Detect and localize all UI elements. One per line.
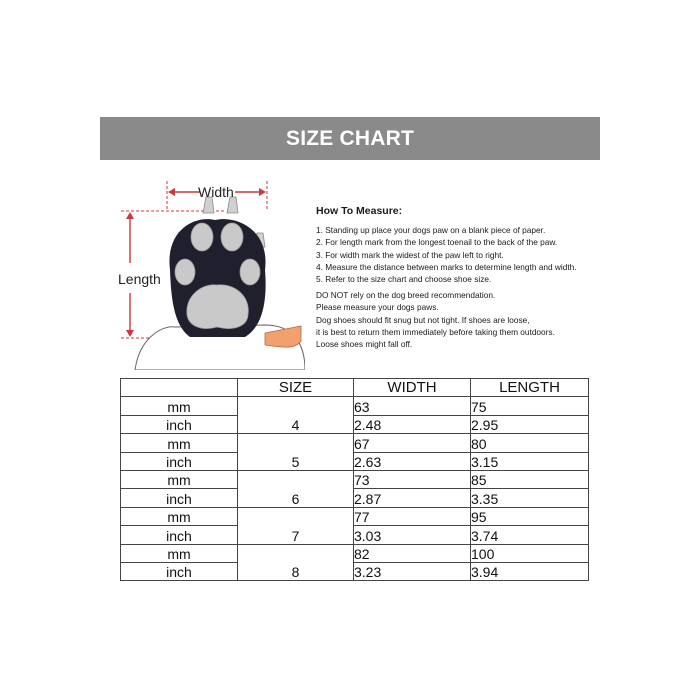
unit-cell: inch [121, 489, 238, 507]
instruction-step: 1. Standing up place your dogs paw on a blank piece of paper. [316, 225, 546, 236]
width-cell: 73 [354, 470, 471, 488]
length-cell: 3.94 [471, 562, 589, 580]
width-cell: 2.63 [354, 452, 471, 470]
width-cell: 63 [354, 397, 471, 415]
instruction-note: DO NOT rely on the dog breed recommendation. [316, 290, 496, 301]
size-cell: 7 [238, 507, 354, 544]
banner-title: SIZE CHART [286, 126, 414, 150]
how-to-measure [316, 205, 616, 350]
length-cell: 80 [471, 434, 589, 452]
size-cell: 5 [238, 434, 354, 471]
width-cell: 2.87 [354, 489, 471, 507]
instruction-note: it is best to return them immediately before taking them outdoors. [316, 326, 555, 337]
size-table [120, 378, 589, 581]
paw-measure-diagram [115, 175, 305, 370]
unit-cell: inch [121, 526, 238, 544]
unit-cell: mm [121, 544, 238, 562]
width-cell: 2.48 [354, 415, 471, 433]
instruction-step: 5. Refer to the size chart and choose shoe size. [316, 274, 492, 285]
instruction-step: 2. For length mark from the longest toenail to the back of the paw. [316, 237, 558, 248]
table-row [121, 470, 589, 488]
length-cell: 3.35 [471, 489, 589, 507]
width-cell: 67 [354, 434, 471, 452]
width-label: Width [198, 184, 234, 200]
table-header-length: LENGTH [471, 379, 589, 397]
table-row [121, 415, 589, 433]
table-row [121, 544, 589, 562]
width-cell: 3.03 [354, 526, 471, 544]
table-row [121, 562, 589, 580]
unit-cell: mm [121, 434, 238, 452]
length-cell: 75 [471, 397, 589, 415]
unit-cell: inch [121, 452, 238, 470]
unit-cell: mm [121, 507, 238, 525]
length-cell: 95 [471, 507, 589, 525]
instruction-note: Please measure your dogs paws. [316, 302, 439, 313]
instructions-heading: How To Measure: [316, 205, 403, 217]
table-row [121, 397, 589, 415]
length-cell: 85 [471, 470, 589, 488]
table-header-size: SIZE [238, 379, 354, 397]
size-cell: 4 [238, 397, 354, 434]
table-row [121, 489, 589, 507]
length-cell: 3.74 [471, 526, 589, 544]
size-cell: 8 [238, 544, 354, 581]
instruction-note: Loose shoes might fall off. [316, 339, 413, 350]
size-chart-banner [100, 117, 600, 160]
length-cell: 100 [471, 544, 589, 562]
table-row [121, 452, 589, 470]
unit-cell: inch [121, 415, 238, 433]
length-cell: 2.95 [471, 415, 589, 433]
width-cell: 77 [354, 507, 471, 525]
instruction-step: 3. For width mark the widest of the paw left to right. [316, 249, 504, 260]
table-header-unit [121, 379, 238, 397]
table-header-width: WIDTH [354, 379, 471, 397]
size-cell: 6 [238, 470, 354, 507]
table-header-row [121, 379, 589, 397]
width-cell: 82 [354, 544, 471, 562]
length-cell: 3.15 [471, 452, 589, 470]
instruction-step: 4. Measure the distance between marks to determine length and width. [316, 261, 577, 272]
width-cell: 3.23 [354, 562, 471, 580]
unit-cell: mm [121, 470, 238, 488]
unit-cell: mm [121, 397, 238, 415]
table-row [121, 526, 589, 544]
unit-cell: inch [121, 562, 238, 580]
length-label: Length [118, 271, 161, 287]
table-row [121, 507, 589, 525]
instruction-note: Dog shoes should fit snug but not tight. If shoes are loose, [316, 314, 530, 325]
table-row [121, 434, 589, 452]
